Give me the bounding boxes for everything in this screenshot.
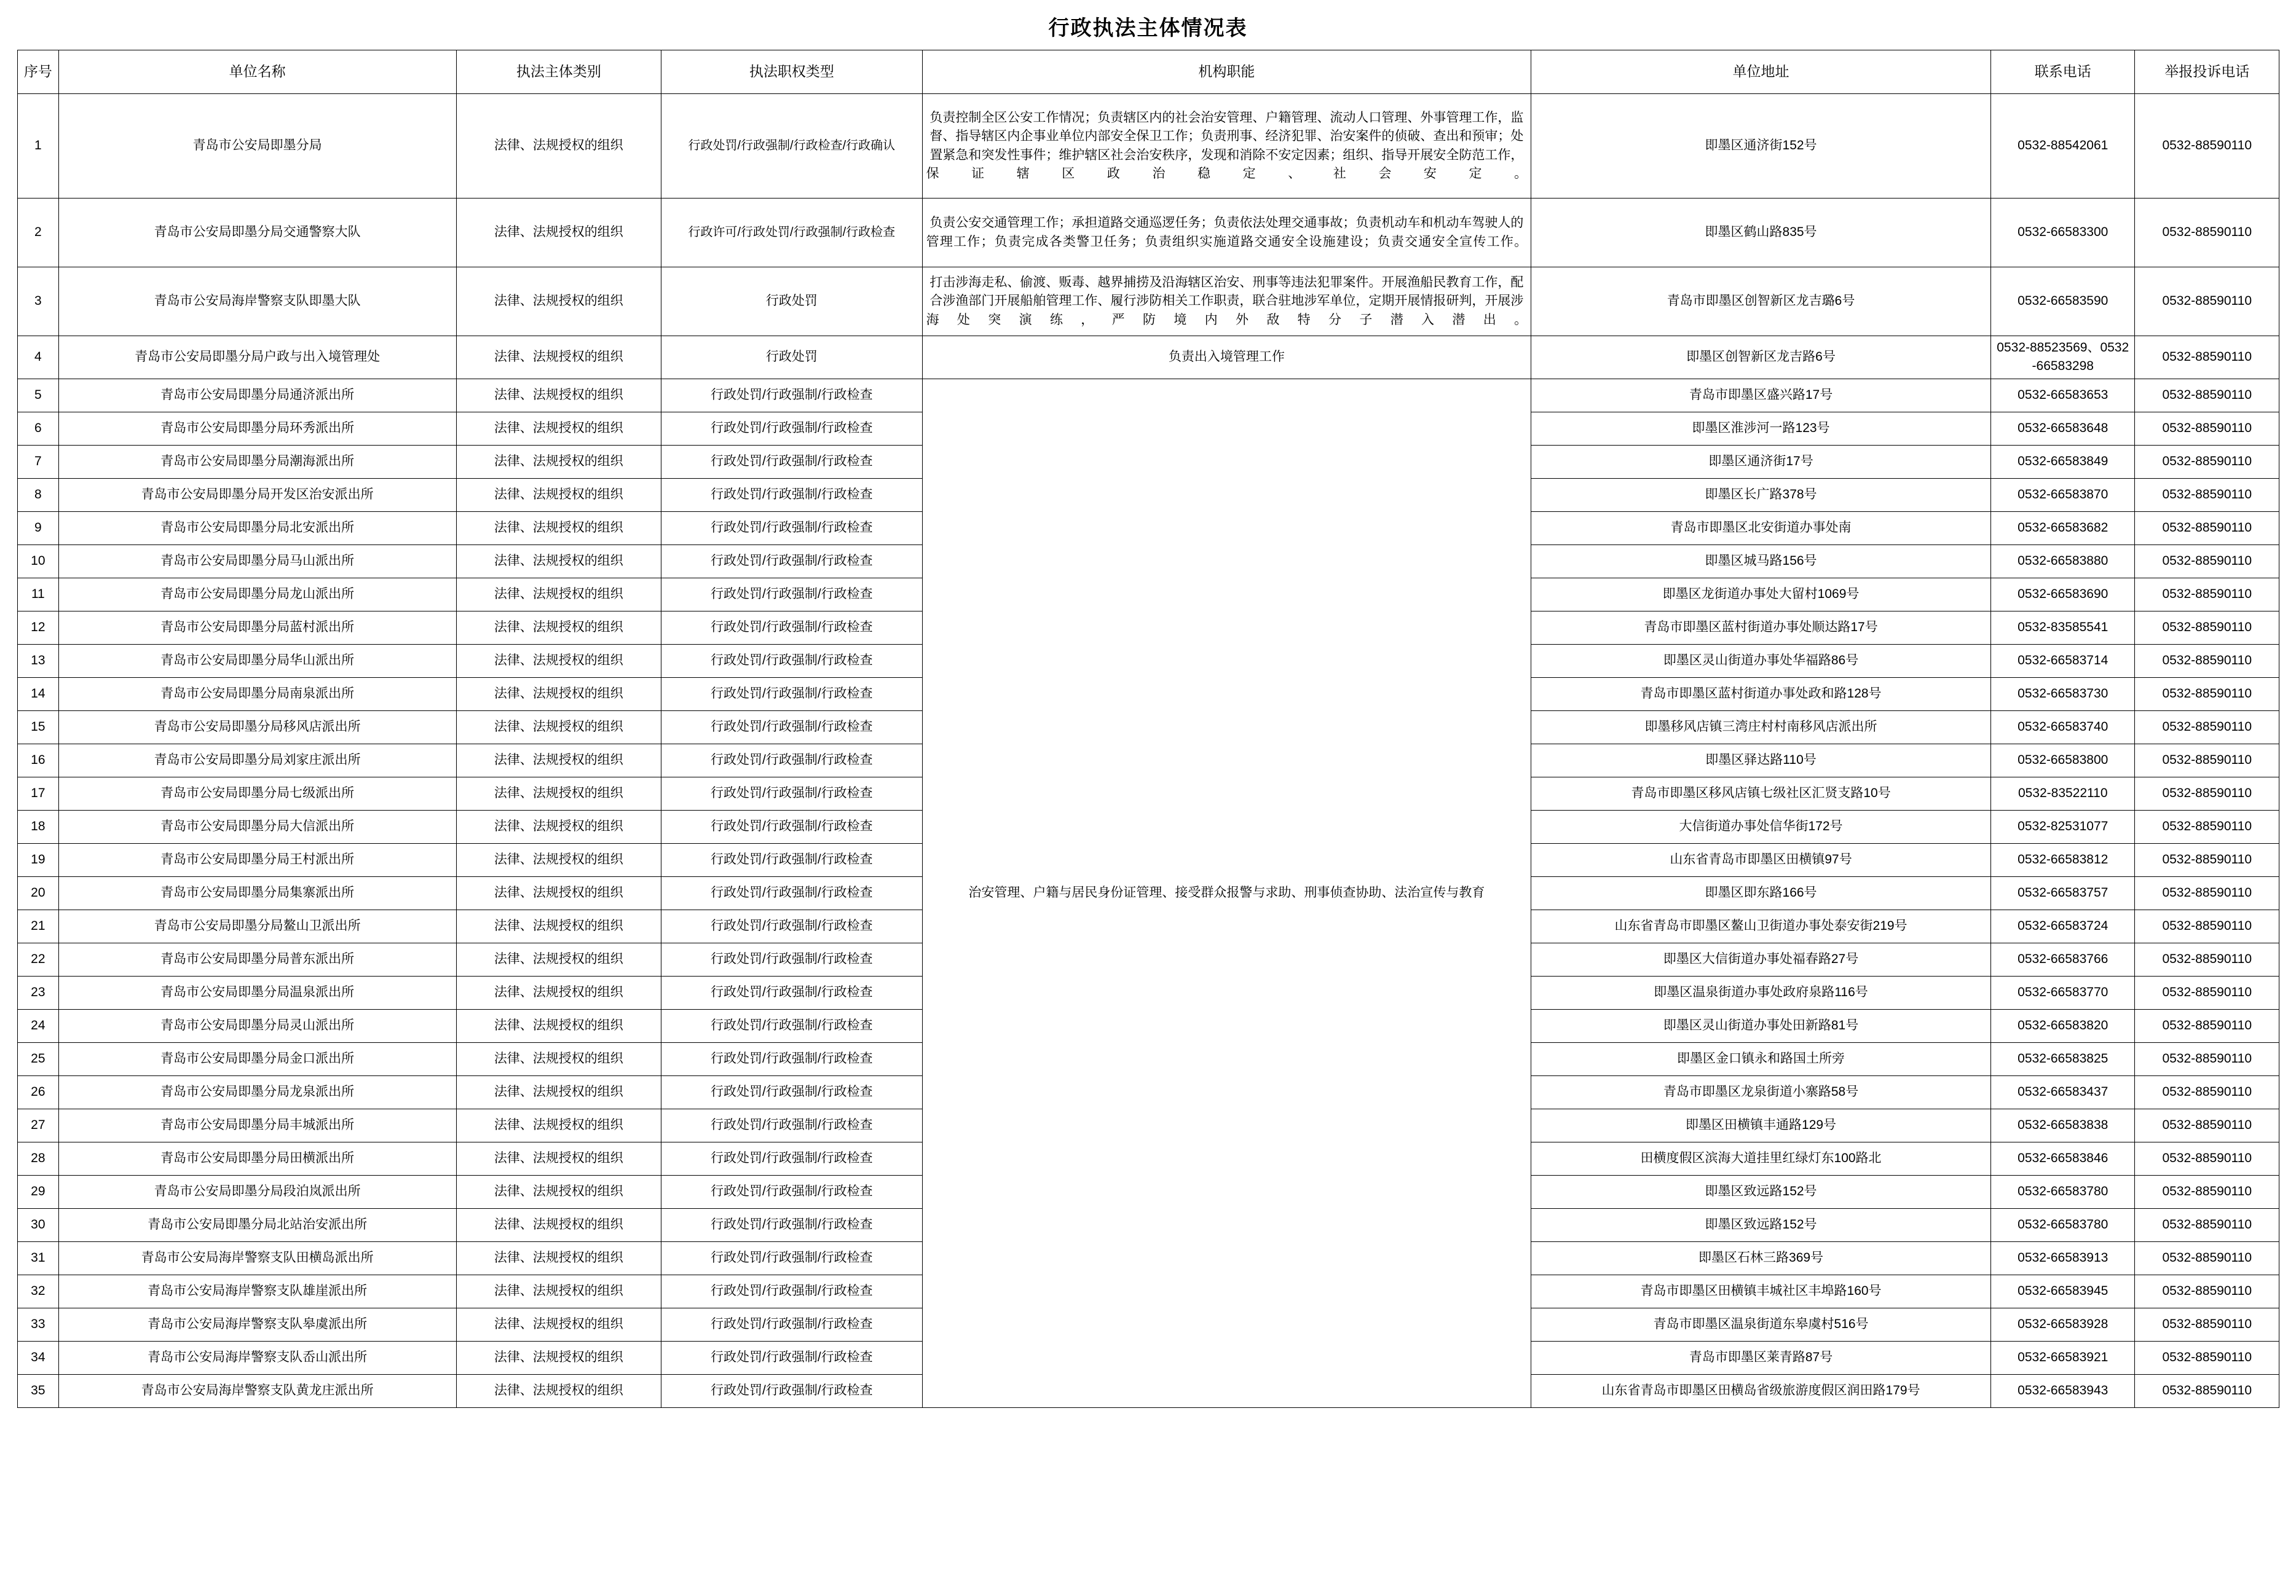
header-power-type: 执法职权类型 xyxy=(661,50,923,94)
cell-category: 法律、法规授权的组织 xyxy=(456,1142,661,1175)
cell-report-phone: 0532-88590110 xyxy=(2135,511,2279,544)
cell-power: 行政处罚/行政强制/行政检查 xyxy=(661,1208,923,1241)
cell-report-phone: 0532-88590110 xyxy=(2135,976,2279,1009)
cell-address: 山东省青岛市即墨区鳌山卫街道办事处泰安街219号 xyxy=(1531,910,1991,943)
cell-functions: 负责出入境管理工作 xyxy=(922,336,1531,379)
cell-address: 青岛市即墨区蓝村街道办事处政和路128号 xyxy=(1531,677,1991,710)
cell-power: 行政处罚/行政强制/行政检查 xyxy=(661,744,923,777)
cell-index: 31 xyxy=(18,1241,59,1275)
cell-report-phone: 0532-88590110 xyxy=(2135,1275,2279,1308)
cell-category: 法律、法规授权的组织 xyxy=(456,1341,661,1374)
cell-report-phone: 0532-88590110 xyxy=(2135,1142,2279,1175)
cell-power: 行政处罚/行政强制/行政检查 xyxy=(661,1308,923,1341)
cell-address: 青岛市即墨区温泉街道东皋虞村516号 xyxy=(1531,1308,1991,1341)
cell-unit-name: 青岛市公安局海岸警察支队田横岛派出所 xyxy=(58,1241,456,1275)
cell-index: 12 xyxy=(18,611,59,644)
header-address: 单位地址 xyxy=(1531,50,1991,94)
cell-unit-name: 青岛市公安局即墨分局灵山派出所 xyxy=(58,1009,456,1042)
cell-category: 法律、法规授权的组织 xyxy=(456,267,661,336)
cell-phone: 0532-66583849 xyxy=(1991,445,2135,478)
table-header-row xyxy=(18,50,2279,94)
cell-unit-name: 青岛市公安局即墨分局龙山派出所 xyxy=(58,578,456,611)
cell-category: 法律、法规授权的组织 xyxy=(456,677,661,710)
cell-report-phone: 0532-88590110 xyxy=(2135,876,2279,910)
cell-power: 行政处罚/行政强制/行政检查 xyxy=(661,445,923,478)
cell-unit-name: 青岛市公安局即墨分局移风店派出所 xyxy=(58,710,456,744)
cell-phone: 0532-66583766 xyxy=(1991,943,2135,976)
cell-report-phone: 0532-88590110 xyxy=(2135,1208,2279,1241)
cell-unit-name: 青岛市公安局即墨分局北站治安派出所 xyxy=(58,1208,456,1241)
table-row xyxy=(18,94,2279,199)
cell-phone: 0532-66583740 xyxy=(1991,710,2135,744)
cell-index: 5 xyxy=(18,379,59,412)
page-title: 行政执法主体情况表 xyxy=(1048,17,1248,40)
cell-power: 行政处罚/行政强制/行政检查 xyxy=(661,544,923,578)
cell-index: 30 xyxy=(18,1208,59,1241)
cell-index: 27 xyxy=(18,1109,59,1142)
cell-phone: 0532-66583648 xyxy=(1991,412,2135,445)
cell-unit-name: 青岛市公安局即墨分局温泉派出所 xyxy=(58,976,456,1009)
cell-report-phone: 0532-88590110 xyxy=(2135,1009,2279,1042)
cell-report-phone: 0532-88590110 xyxy=(2135,777,2279,810)
cell-report-phone: 0532-88590110 xyxy=(2135,677,2279,710)
cell-phone: 0532-66583846 xyxy=(1991,1142,2135,1175)
cell-functions: 负责公安交通管理工作；承担道路交通巡逻任务；负责依法处理交通事故；负责机动车和机动车驾驶人的管理工作；负责完成各类警卫任务；负责组织实施道路交通安全设施建设；负责交通安全宣传工作。 xyxy=(922,199,1531,267)
cell-address: 青岛市即墨区蓝村街道办事处顺达路17号 xyxy=(1531,611,1991,644)
cell-index: 8 xyxy=(18,478,59,511)
cell-category: 法律、法规授权的组织 xyxy=(456,1241,661,1275)
cell-address: 即墨区通济街152号 xyxy=(1531,94,1991,199)
cell-report-phone: 0532-88590110 xyxy=(2135,1341,2279,1374)
cell-power: 行政处罚/行政强制/行政检查 xyxy=(661,677,923,710)
cell-unit-name: 青岛市公安局海岸警察支队岙山派出所 xyxy=(58,1341,456,1374)
cell-address: 即墨区金口镇永和路国土所旁 xyxy=(1531,1042,1991,1075)
cell-category: 法律、法规授权的组织 xyxy=(456,644,661,677)
cell-report-phone: 0532-88590110 xyxy=(2135,644,2279,677)
cell-index: 26 xyxy=(18,1075,59,1109)
cell-power: 行政处罚/行政强制/行政检查 xyxy=(661,1075,923,1109)
cell-unit-name: 青岛市公安局海岸警察支队皋虞派出所 xyxy=(58,1308,456,1341)
cell-unit-name: 青岛市公安局即墨分局蓝村派出所 xyxy=(58,611,456,644)
cell-address: 即墨区灵山街道办事处华福路86号 xyxy=(1531,644,1991,677)
cell-category: 法律、法规授权的组织 xyxy=(456,1042,661,1075)
cell-phone: 0532-88523569、0532-66583298 xyxy=(1991,336,2135,379)
cell-report-phone: 0532-88590110 xyxy=(2135,943,2279,976)
cell-phone: 0532-66583913 xyxy=(1991,1241,2135,1275)
cell-phone: 0532-66583825 xyxy=(1991,1042,2135,1075)
cell-unit-name: 青岛市公安局即墨分局龙泉派出所 xyxy=(58,1075,456,1109)
cell-phone: 0532-66583943 xyxy=(1991,1374,2135,1407)
cell-phone: 0532-66583780 xyxy=(1991,1208,2135,1241)
cell-index: 11 xyxy=(18,578,59,611)
cell-power: 行政处罚/行政强制/行政检查 xyxy=(661,843,923,876)
cell-unit-name: 青岛市公安局即墨分局丰城派出所 xyxy=(58,1109,456,1142)
cell-category: 法律、法规授权的组织 xyxy=(456,544,661,578)
cell-power: 行政处罚 xyxy=(661,336,923,379)
cell-phone: 0532-66583714 xyxy=(1991,644,2135,677)
cell-index: 22 xyxy=(18,943,59,976)
cell-category: 法律、法规授权的组织 xyxy=(456,777,661,810)
cell-phone: 0532-66583730 xyxy=(1991,677,2135,710)
cell-phone: 0532-66583928 xyxy=(1991,1308,2135,1341)
cell-index: 14 xyxy=(18,677,59,710)
table-row xyxy=(18,267,2279,336)
cell-power: 行政处罚/行政强制/行政检查 xyxy=(661,943,923,976)
cell-phone: 0532-66583870 xyxy=(1991,478,2135,511)
cell-address: 大信街道办事处信华街172号 xyxy=(1531,810,1991,843)
cell-phone: 0532-82531077 xyxy=(1991,810,2135,843)
cell-report-phone: 0532-88590110 xyxy=(2135,611,2279,644)
cell-phone: 0532-66583757 xyxy=(1991,876,2135,910)
cell-index: 32 xyxy=(18,1275,59,1308)
cell-index: 20 xyxy=(18,876,59,910)
header-report-phone: 举报投诉电话 xyxy=(2135,50,2279,94)
cell-unit-name: 青岛市公安局即墨分局段泊岚派出所 xyxy=(58,1175,456,1208)
header-index: 序号 xyxy=(18,50,59,94)
cell-category: 法律、法规授权的组织 xyxy=(456,1308,661,1341)
cell-address: 山东省青岛市即墨区田横岛省级旅游度假区润田路179号 xyxy=(1531,1374,1991,1407)
cell-address: 即墨移风店镇三湾庄村村南移风店派出所 xyxy=(1531,710,1991,744)
cell-address: 即墨区灵山街道办事处田新路81号 xyxy=(1531,1009,1991,1042)
cell-unit-name: 青岛市公安局即墨分局七级派出所 xyxy=(58,777,456,810)
cell-index: 29 xyxy=(18,1175,59,1208)
cell-phone: 0532-66583653 xyxy=(1991,379,2135,412)
cell-unit-name: 青岛市公安局即墨分局大信派出所 xyxy=(58,810,456,843)
cell-power: 行政处罚/行政强制/行政检查 xyxy=(661,644,923,677)
cell-power: 行政处罚/行政强制/行政检查 xyxy=(661,478,923,511)
header-unit-name: 单位名称 xyxy=(58,50,456,94)
cell-report-phone: 0532-88590110 xyxy=(2135,910,2279,943)
cell-address: 即墨区驿达路110号 xyxy=(1531,744,1991,777)
cell-unit-name: 青岛市公安局即墨分局 xyxy=(58,94,456,199)
cell-unit-name: 青岛市公安局即墨分局普东派出所 xyxy=(58,943,456,976)
cell-category: 法律、法规授权的组织 xyxy=(456,810,661,843)
cell-address: 即墨区鹤山路835号 xyxy=(1531,199,1991,267)
cell-category: 法律、法规授权的组织 xyxy=(456,744,661,777)
cell-power: 行政处罚/行政强制/行政检查 xyxy=(661,910,923,943)
cell-address: 即墨区城马路156号 xyxy=(1531,544,1991,578)
table-row xyxy=(18,379,2279,412)
cell-functions: 打击涉海走私、偷渡、贩毒、越界捕捞及沿海辖区治安、刑事等违法犯罪案件。开展渔船民教育工作，配合涉渔部门开展船舶管理工作、履行涉防相关工作职责，联合驻地涉军单位，定期开展情报研判，开展涉海处突演练，严防境内外敌特分子潜入潜出。 xyxy=(922,267,1531,336)
cell-phone: 0532-66583945 xyxy=(1991,1275,2135,1308)
cell-power: 行政处罚/行政强制/行政检查 xyxy=(661,1374,923,1407)
cell-address: 即墨区大信街道办事处福春路27号 xyxy=(1531,943,1991,976)
cell-phone: 0532-66583800 xyxy=(1991,744,2135,777)
cell-address: 青岛市即墨区移风店镇七级社区汇贤支路10号 xyxy=(1531,777,1991,810)
cell-report-phone: 0532-88590110 xyxy=(2135,544,2279,578)
cell-index: 35 xyxy=(18,1374,59,1407)
cell-category: 法律、法规授权的组织 xyxy=(456,1109,661,1142)
cell-address: 田横度假区滨海大道挂里红绿灯东100路北 xyxy=(1531,1142,1991,1175)
cell-address: 即墨区温泉街道办事处政府泉路116号 xyxy=(1531,976,1991,1009)
cell-index: 34 xyxy=(18,1341,59,1374)
header-functions: 机构职能 xyxy=(922,50,1531,94)
cell-unit-name: 青岛市公安局即墨分局华山派出所 xyxy=(58,644,456,677)
cell-power: 行政处罚/行政强制/行政检查 xyxy=(661,876,923,910)
cell-unit-name: 青岛市公安局即墨分局通济派出所 xyxy=(58,379,456,412)
cell-category: 法律、法规授权的组织 xyxy=(456,943,661,976)
cell-index: 33 xyxy=(18,1308,59,1341)
cell-index: 1 xyxy=(18,94,59,199)
cell-unit-name: 青岛市公安局即墨分局鳌山卫派出所 xyxy=(58,910,456,943)
cell-report-phone: 0532-88590110 xyxy=(2135,267,2279,336)
cell-phone: 0532-66583820 xyxy=(1991,1009,2135,1042)
cell-power: 行政处罚/行政强制/行政检查 xyxy=(661,1275,923,1308)
cell-report-phone: 0532-88590110 xyxy=(2135,578,2279,611)
cell-category: 法律、法规授权的组织 xyxy=(456,336,661,379)
cell-address: 即墨区通济街17号 xyxy=(1531,445,1991,478)
cell-index: 3 xyxy=(18,267,59,336)
cell-index: 7 xyxy=(18,445,59,478)
cell-address: 青岛市即墨区田横镇丰城社区丰埠路160号 xyxy=(1531,1275,1991,1308)
cell-index: 23 xyxy=(18,976,59,1009)
cell-functions-merged: 治安管理、户籍与居民身份证管理、接受群众报警与求助、刑事侦查协助、法治宣传与教育 xyxy=(922,379,1531,1407)
cell-index: 17 xyxy=(18,777,59,810)
cell-phone: 0532-66583724 xyxy=(1991,910,2135,943)
cell-address: 即墨区石林三路369号 xyxy=(1531,1241,1991,1275)
cell-index: 15 xyxy=(18,710,59,744)
cell-power: 行政处罚/行政强制/行政检查 xyxy=(661,777,923,810)
cell-report-phone: 0532-88590110 xyxy=(2135,1075,2279,1109)
cell-unit-name: 青岛市公安局海岸警察支队雄崖派出所 xyxy=(58,1275,456,1308)
cell-index: 4 xyxy=(18,336,59,379)
cell-category: 法律、法规授权的组织 xyxy=(456,1009,661,1042)
cell-report-phone: 0532-88590110 xyxy=(2135,478,2279,511)
cell-unit-name: 青岛市公安局即墨分局开发区治安派出所 xyxy=(58,478,456,511)
cell-power: 行政处罚/行政强制/行政检查 xyxy=(661,1241,923,1275)
cell-power: 行政处罚/行政强制/行政检查 xyxy=(661,1341,923,1374)
cell-category: 法律、法规授权的组织 xyxy=(456,710,661,744)
table-row xyxy=(18,336,2279,379)
cell-category: 法律、法规授权的组织 xyxy=(456,1175,661,1208)
header-subject-category: 执法主体类别 xyxy=(456,50,661,94)
cell-address: 即墨区龙街道办事处大留村1069号 xyxy=(1531,578,1991,611)
cell-power: 行政处罚/行政强制/行政检查 xyxy=(661,1042,923,1075)
cell-index: 16 xyxy=(18,744,59,777)
cell-phone: 0532-83585541 xyxy=(1991,611,2135,644)
cell-power: 行政处罚/行政强制/行政检查 xyxy=(661,511,923,544)
cell-report-phone: 0532-88590110 xyxy=(2135,843,2279,876)
cell-category: 法律、法规授权的组织 xyxy=(456,1275,661,1308)
cell-power: 行政处罚/行政强制/行政检查 xyxy=(661,1109,923,1142)
cell-report-phone: 0532-88590110 xyxy=(2135,1241,2279,1275)
cell-report-phone: 0532-88590110 xyxy=(2135,810,2279,843)
cell-phone: 0532-66583590 xyxy=(1991,267,2135,336)
cell-index: 9 xyxy=(18,511,59,544)
cell-report-phone: 0532-88590110 xyxy=(2135,1109,2279,1142)
cell-report-phone: 0532-88590110 xyxy=(2135,1308,2279,1341)
cell-report-phone: 0532-88590110 xyxy=(2135,744,2279,777)
cell-power: 行政处罚/行政强制/行政检查 xyxy=(661,976,923,1009)
cell-address: 青岛市即墨区龙泉街道小寨路58号 xyxy=(1531,1075,1991,1109)
cell-phone: 0532-66583690 xyxy=(1991,578,2135,611)
cell-report-phone: 0532-88590110 xyxy=(2135,445,2279,478)
cell-phone: 0532-66583300 xyxy=(1991,199,2135,267)
cell-category: 法律、法规授权的组织 xyxy=(456,1075,661,1109)
cell-report-phone: 0532-88590110 xyxy=(2135,336,2279,379)
cell-unit-name: 青岛市公安局即墨分局田横派出所 xyxy=(58,1142,456,1175)
cell-power: 行政处罚/行政强制/行政检查 xyxy=(661,379,923,412)
cell-category: 法律、法规授权的组织 xyxy=(456,199,661,267)
cell-power: 行政处罚 xyxy=(661,267,923,336)
cell-address: 即墨区即东路166号 xyxy=(1531,876,1991,910)
cell-phone: 0532-66583838 xyxy=(1991,1109,2135,1142)
cell-category: 法律、法规授权的组织 xyxy=(456,445,661,478)
cell-phone: 0532-66583682 xyxy=(1991,511,2135,544)
administrative-enforcement-table xyxy=(17,50,2279,1408)
cell-address: 即墨区创智新区龙吉路6号 xyxy=(1531,336,1991,379)
cell-address: 即墨区致远路152号 xyxy=(1531,1175,1991,1208)
cell-power: 行政处罚/行政强制/行政检查/行政确认 xyxy=(661,94,923,199)
cell-functions: 负责控制全区公安工作情况；负责辖区内的社会治安管理、户籍管理、流动人口管理、外事管理工作，监督、指导辖区内企事业单位内部安全保卫工作；负责刑事、经济犯罪、治安案件的侦破、查出和预审；处置紧急和突发性事件；维护辖区社会治安秩序，发现和消除不安定因素；组织、指导开展安全防范工作，保证辖区政治稳定、社会安定。 xyxy=(922,94,1531,199)
cell-address: 青岛市即墨区莱青路87号 xyxy=(1531,1341,1991,1374)
cell-address: 即墨区致远路152号 xyxy=(1531,1208,1991,1241)
cell-phone: 0532-66583921 xyxy=(1991,1341,2135,1374)
cell-unit-name: 青岛市公安局即墨分局户政与出入境管理处 xyxy=(58,336,456,379)
cell-unit-name: 青岛市公安局即墨分局王村派出所 xyxy=(58,843,456,876)
cell-category: 法律、法规授权的组织 xyxy=(456,843,661,876)
cell-phone: 0532-83522110 xyxy=(1991,777,2135,810)
cell-index: 28 xyxy=(18,1142,59,1175)
cell-phone: 0532-66583880 xyxy=(1991,544,2135,578)
cell-power: 行政处罚/行政强制/行政检查 xyxy=(661,412,923,445)
cell-power: 行政处罚/行政强制/行政检查 xyxy=(661,710,923,744)
cell-report-phone: 0532-88590110 xyxy=(2135,199,2279,267)
cell-address: 山东省青岛市即墨区田横镇97号 xyxy=(1531,843,1991,876)
cell-power: 行政处罚/行政强制/行政检查 xyxy=(661,611,923,644)
cell-report-phone: 0532-88590110 xyxy=(2135,1175,2279,1208)
cell-power: 行政处罚/行政强制/行政检查 xyxy=(661,1175,923,1208)
cell-category: 法律、法规授权的组织 xyxy=(456,412,661,445)
cell-category: 法律、法规授权的组织 xyxy=(456,611,661,644)
cell-category: 法律、法规授权的组织 xyxy=(456,876,661,910)
cell-phone: 0532-66583770 xyxy=(1991,976,2135,1009)
header-phone: 联系电话 xyxy=(1991,50,2135,94)
cell-phone: 0532-66583437 xyxy=(1991,1075,2135,1109)
cell-power: 行政许可/行政处罚/行政强制/行政检查 xyxy=(661,199,923,267)
cell-category: 法律、法规授权的组织 xyxy=(456,511,661,544)
cell-index: 13 xyxy=(18,644,59,677)
cell-report-phone: 0532-88590110 xyxy=(2135,1374,2279,1407)
cell-unit-name: 青岛市公安局即墨分局马山派出所 xyxy=(58,544,456,578)
cell-index: 24 xyxy=(18,1009,59,1042)
cell-address: 青岛市即墨区盛兴路17号 xyxy=(1531,379,1991,412)
cell-category: 法律、法规授权的组织 xyxy=(456,1374,661,1407)
cell-unit-name: 青岛市公安局海岸警察支队即墨大队 xyxy=(58,267,456,336)
cell-phone: 0532-66583780 xyxy=(1991,1175,2135,1208)
cell-index: 19 xyxy=(18,843,59,876)
cell-index: 25 xyxy=(18,1042,59,1075)
cell-index: 18 xyxy=(18,810,59,843)
cell-unit-name: 青岛市公安局即墨分局南泉派出所 xyxy=(58,677,456,710)
cell-report-phone: 0532-88590110 xyxy=(2135,1042,2279,1075)
cell-unit-name: 青岛市公安局即墨分局潮海派出所 xyxy=(58,445,456,478)
cell-category: 法律、法规授权的组织 xyxy=(456,478,661,511)
cell-report-phone: 0532-88590110 xyxy=(2135,710,2279,744)
cell-category: 法律、法规授权的组织 xyxy=(456,578,661,611)
cell-address: 即墨区田横镇丰通路129号 xyxy=(1531,1109,1991,1142)
cell-power: 行政处罚/行政强制/行政检查 xyxy=(661,810,923,843)
cell-power: 行政处罚/行政强制/行政检查 xyxy=(661,1009,923,1042)
cell-index: 21 xyxy=(18,910,59,943)
cell-report-phone: 0532-88590110 xyxy=(2135,94,2279,199)
cell-power: 行政处罚/行政强制/行政检查 xyxy=(661,578,923,611)
cell-unit-name: 青岛市公安局即墨分局集寨派出所 xyxy=(58,876,456,910)
cell-unit-name: 青岛市公安局海岸警察支队黄龙庄派出所 xyxy=(58,1374,456,1407)
cell-category: 法律、法规授权的组织 xyxy=(456,976,661,1009)
cell-address: 青岛市即墨区创智新区龙吉璐6号 xyxy=(1531,267,1991,336)
cell-address: 即墨区淮涉河一路123号 xyxy=(1531,412,1991,445)
cell-unit-name: 青岛市公安局即墨分局金口派出所 xyxy=(58,1042,456,1075)
table-row xyxy=(18,199,2279,267)
cell-index: 6 xyxy=(18,412,59,445)
cell-index: 10 xyxy=(18,544,59,578)
cell-power: 行政处罚/行政强制/行政检查 xyxy=(661,1142,923,1175)
cell-category: 法律、法规授权的组织 xyxy=(456,910,661,943)
cell-address: 即墨区长广路378号 xyxy=(1531,478,1991,511)
cell-category: 法律、法规授权的组织 xyxy=(456,94,661,199)
cell-unit-name: 青岛市公安局即墨分局北安派出所 xyxy=(58,511,456,544)
table-body xyxy=(18,94,2279,1408)
cell-unit-name: 青岛市公安局即墨分局刘家庄派出所 xyxy=(58,744,456,777)
cell-category: 法律、法规授权的组织 xyxy=(456,1208,661,1241)
cell-report-phone: 0532-88590110 xyxy=(2135,412,2279,445)
cell-address: 青岛市即墨区北安街道办事处南 xyxy=(1531,511,1991,544)
cell-category: 法律、法规授权的组织 xyxy=(456,379,661,412)
cell-unit-name: 青岛市公安局即墨分局环秀派出所 xyxy=(58,412,456,445)
cell-phone: 0532-88542061 xyxy=(1991,94,2135,199)
cell-index: 2 xyxy=(18,199,59,267)
cell-unit-name: 青岛市公安局即墨分局交通警察大队 xyxy=(58,199,456,267)
cell-report-phone: 0532-88590110 xyxy=(2135,379,2279,412)
cell-phone: 0532-66583812 xyxy=(1991,843,2135,876)
